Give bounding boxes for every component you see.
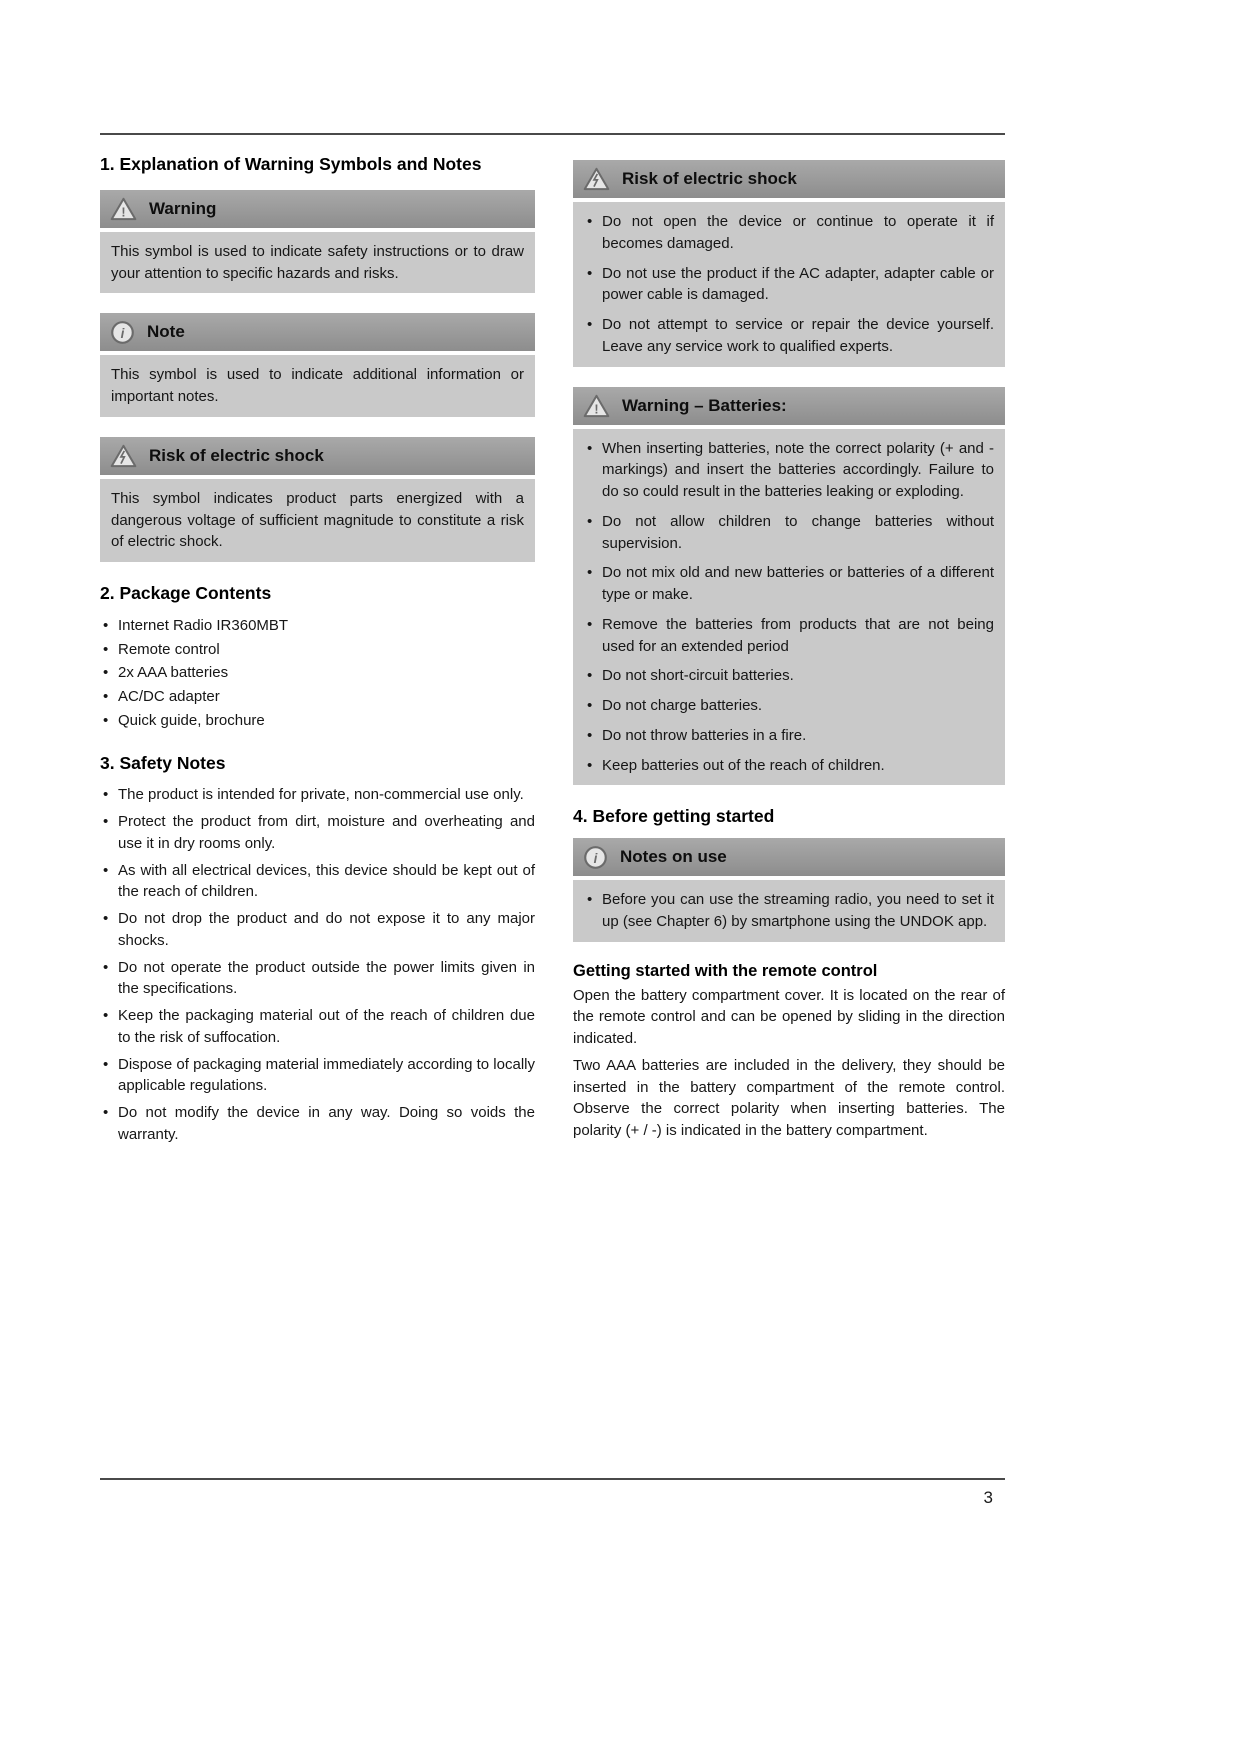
package-contents-list (100, 615, 535, 732)
battery-warning-box-header (573, 387, 1005, 425)
package-list-item: • Quick guide, brochure (100, 710, 535, 732)
section-3-heading: 3. Safety Notes (100, 752, 226, 773)
battery-list-item: • Do not throw batteries in a fire. (584, 725, 994, 747)
page-number: 3 (983, 1488, 993, 1507)
note-box-header (100, 313, 535, 351)
warning-box (100, 190, 535, 294)
info-circle-icon (110, 320, 135, 345)
section-1-heading: 1. Explanation of Warning Symbols and Notes (100, 154, 482, 174)
battery-list-item: • Do not mix old and new batteries or batteries of a different type or make. (584, 562, 994, 606)
warning-triangle-icon (583, 394, 610, 418)
battery-warning-box-body (573, 429, 1005, 786)
safety-list-item: • Do not modify the device in any way. Doing so voids the warranty. (100, 1102, 535, 1146)
svg-text:!: ! (121, 205, 126, 220)
warning-list-item: • Do not use the product if the AC adapter, adapter cable or power cable is damaged. (584, 263, 994, 307)
electric-shock-symbol-box-header (100, 437, 535, 475)
electric-shock-warning-list (584, 211, 994, 358)
svg-text:!: ! (594, 402, 599, 417)
note-box (100, 313, 535, 417)
warning-box-header (100, 190, 535, 228)
notes-list-item: • Before you can use the streaming radio, you need to set it up (see Chapter 6) by smartphone using the UNDOK app. (584, 889, 994, 933)
warning-box-title: Warning (149, 198, 217, 218)
svg-text:i: i (120, 325, 125, 341)
package-list-item: • Internet Radio IR360MBT (100, 615, 535, 637)
battery-warning-box-title: Warning – Batteries: (622, 395, 787, 415)
electric-shock-symbol-box-body: This symbol indicates product parts energized with a dangerous voltage of sufficient magnitude to constitute a risk of electric shock. (100, 479, 535, 562)
notes-on-use-list (584, 889, 994, 933)
battery-list-item: • Remove the batteries from products that are not being used for an extended period (584, 614, 994, 658)
battery-warning-list (584, 438, 994, 777)
notes-on-use-box (573, 838, 1005, 942)
package-list-item: • 2x AAA batteries (100, 662, 535, 684)
battery-list-item: • Keep batteries out of the reach of children. (584, 755, 994, 777)
bottom-rule (100, 1478, 1005, 1480)
safety-list-item: • The product is intended for private, non-commercial use only. (100, 784, 535, 806)
package-list-item: • AC/DC adapter (100, 686, 535, 708)
info-circle-icon (583, 845, 608, 870)
warning-list-item: • Do not attempt to service or repair the device yourself. Leave any service work to qualified experts. (584, 314, 994, 358)
note-box-body: This symbol is used to indicate additional information or important notes. (100, 355, 535, 417)
electric-shock-symbol-box (100, 437, 535, 562)
top-rule (100, 133, 1005, 135)
battery-list-item: • Do not short-circuit batteries. (584, 665, 994, 687)
battery-list-item: • Do not allow children to change batteries without supervision. (584, 511, 994, 555)
warning-triangle-icon (110, 197, 137, 221)
electric-shock-warning-box-title: Risk of electric shock (622, 169, 797, 188)
right-column (573, 150, 1005, 1151)
electric-shock-symbol-box-title: Risk of electric shock (149, 445, 324, 465)
notes-on-use-box-body (573, 880, 1005, 942)
battery-list-item: • When inserting batteries, note the correct polarity (+ and - markings) and insert the batteries accordingly. Failure to do so could result in the batteries leaking or exploding. (584, 438, 994, 503)
electric-shock-warning-box (573, 160, 1005, 367)
battery-warning-box (573, 387, 1005, 786)
safety-list-item: • As with all electrical devices, this device should be kept out of the reach of children. (100, 860, 535, 904)
section-2-heading: 2. Package Contents (100, 583, 272, 603)
paragraph: Open the battery compartment cover. It is located on the rear of the remote control and can be opened by sliding in the direction indicated. (573, 986, 1005, 1047)
electric-shock-warning-box-header (573, 160, 1005, 198)
electric-shock-warning-box-body (573, 202, 1005, 367)
left-column (100, 150, 535, 1151)
package-list-item: • Remote control (100, 639, 535, 661)
safety-list-item: • Protect the product from dirt, moisture and overheating and use it in dry rooms only. (100, 811, 535, 855)
safety-notes-list (100, 784, 535, 1145)
safety-list-item: • Dispose of packaging material immediately according to locally applicable regulations. (100, 1054, 535, 1098)
note-box-title: Note (147, 322, 185, 342)
safety-list-item: • Do not drop the product and do not expose it to any major shocks. (100, 908, 535, 952)
page-content (100, 150, 1005, 1151)
warning-triangle-icon (583, 167, 610, 191)
battery-list-item: • Do not charge batteries. (584, 695, 994, 717)
notes-on-use-box-title: Notes on use (620, 847, 727, 866)
remote-control-heading: Getting started with the remote control (573, 961, 878, 980)
safety-list-item: • Keep the packaging material out of the reach of children due to the risk of suffocation. (100, 1005, 535, 1049)
safety-list-item: • Do not operate the product outside the power limits given in the specifications. (100, 957, 535, 1001)
paragraph: Two AAA batteries are included in the delivery, they should be inserted in the battery compartment of the remote control. Observe the correct polarity when inserting batteries. The polarity (+ / -) is indicated in the battery compartment. (573, 1056, 1005, 1139)
notes-on-use-box-header (573, 838, 1005, 876)
remote-control-paragraphs (573, 985, 1005, 1142)
warning-box-body: This symbol is used to indicate safety instructions or to draw your attention to specific hazards and risks. (100, 232, 535, 294)
warning-list-item: • Do not open the device or continue to operate it if becomes damaged. (584, 211, 994, 255)
electric-shock-triangle-icon (110, 444, 137, 468)
svg-text:i: i (593, 850, 598, 866)
section-4-heading: 4. Before getting started (573, 806, 775, 827)
